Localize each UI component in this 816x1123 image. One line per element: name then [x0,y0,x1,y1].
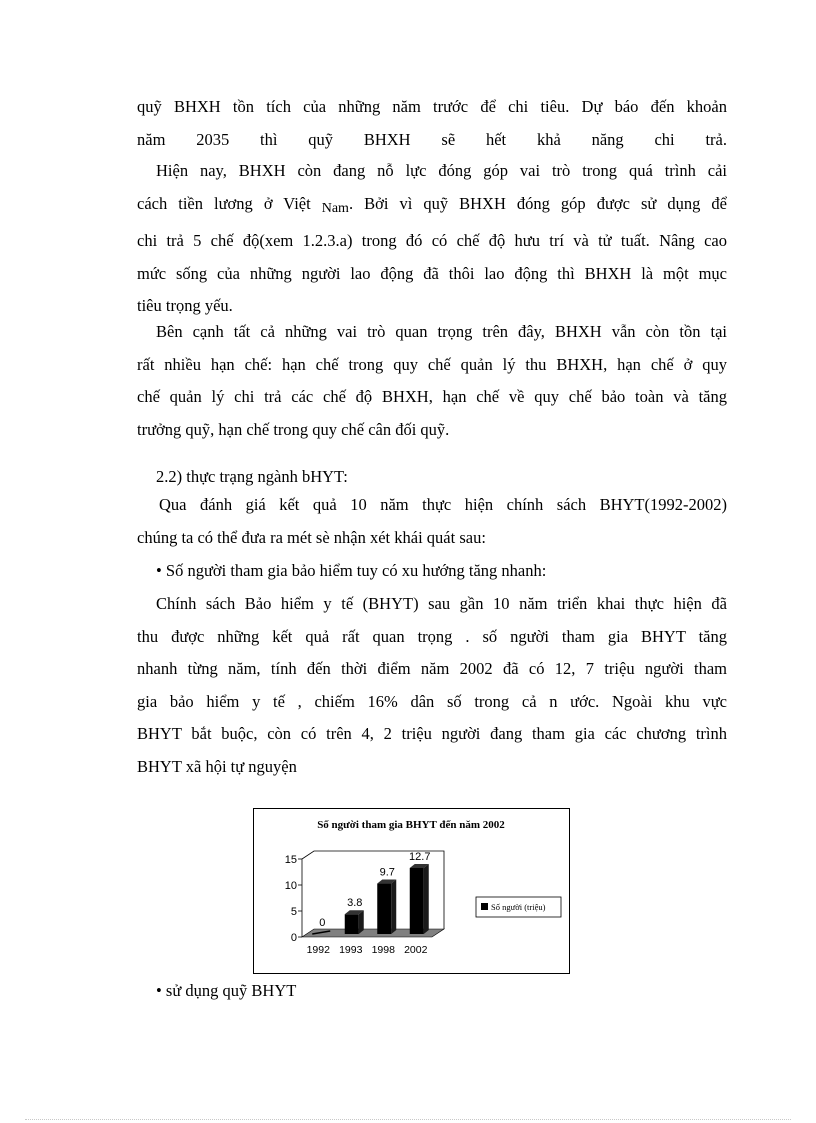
text-line: trưởng quỹ, hạn chế trong quy chế cân đối quỹ. [137,419,450,439]
text-line: gia bảo hiểm y tế , chiếm 16% dân số trong cả n ước. Ngoài khu vực [137,691,727,711]
text-line: chi trả 5 chế độ(xem 1.2.3.a) trong đó có chế độ hưu trí và tử tuất. Nâng cao [137,231,727,250]
text-line: Qua đánh giá kết quả 10 năm thực hiện chính sách BHYT(1992-2002) [159,495,727,514]
text-line: năm 2035 thì quỹ BHXH sẽ hết khả năng chi trả. [137,129,727,149]
data-label: 0 [319,917,326,929]
text-line: chúng ta có thể đưa ra mét sè nhận xét khái quát sau: [137,527,486,547]
y-tick-label: 10 [284,880,297,892]
legend-swatch [481,903,488,910]
page-bottom-divider [25,1119,791,1120]
bullet-text: Số người tham gia bảo hiểm tuy có xu hướng tăng nhanh: [165,561,547,580]
y-tick-label: 0 [290,932,297,944]
bullet-icon: • [156,981,162,1000]
text-line: BHYT xã hội tự nguyện [137,756,297,776]
subscript-text: Nam [321,200,349,216]
paragraph-bhxh-role [137,155,727,323]
bar [345,914,359,934]
data-label: 9.7 [379,866,395,879]
text-line: BHYT bắt buộc, còn có trên 4, 2 triệu người đang tham gia các chương trình [137,724,727,743]
bhyt-participants-chart [253,808,570,974]
bullet-fund-usage [156,975,296,1007]
section-heading: 2.2) thực trạng ngành bHYT: [156,467,348,486]
x-tick-label: 1992 [306,944,330,956]
bar-side [424,864,429,934]
bullet-participants [156,555,546,587]
x-tick-label: 1998 [371,944,395,956]
legend-label: Số người (triệu) [491,902,546,912]
text-line: Chính sách Bảo hiểm y tế (BHYT) sau gần 10 năm triển khai thực hiện đã [156,594,727,613]
chart-title: Số người tham gia BHYT đến năm 2002 [317,819,505,831]
paragraph-bhyt-review [137,489,727,554]
bar-side [391,880,396,934]
bullet-text: sử dụng quỹ BHYT [165,981,297,1000]
paragraph-fund-forecast [137,91,727,156]
paragraph-bhxh-limitations [137,316,727,446]
bar [410,868,424,934]
text-fragment: cách tiền lương ở Việt [137,193,322,213]
text-line: tiêu trọng yếu. [137,296,233,315]
chart-svg [254,809,569,973]
y-tick-label: 5 [290,906,297,918]
text-line: thu được những kết quả rất quan trọng . số người tham gia BHYT tăng [137,626,727,646]
bullet-icon: • [156,561,162,580]
text-line: nhanh từng năm, tính đến thời điểm năm 2002 đã có 12, 7 triệu người tham [137,659,727,678]
text-line: Hiện nay, BHXH còn đang nỗ lực đóng góp vai trò trong quá trình cải [156,161,727,180]
text-line: chế quản lý chi trả các chế độ BHXH, hạn chế về quy chế bảo toàn và tăng [137,387,727,406]
text-line: quỹ BHXH tồn tích của những năm trước để chi tiêu. Dự báo đến khoản [137,97,727,116]
paragraph-bhyt-policy [137,588,727,783]
x-tick-label: 1993 [339,944,363,956]
bar [377,884,391,934]
data-label: 12.7 [409,850,431,863]
x-tick-label: 2002 [404,944,428,956]
text-fragment: . Bởi vì quỹ BHXH đóng góp được sử dụng để [348,193,727,213]
text-line: rất nhiều hạn chế: hạn chế trong quy chế quản lý thu BHXH, hạn chế ở quy [137,354,727,374]
y-tick-label: 15 [284,854,297,866]
data-label: 3.8 [347,897,363,910]
text-line-with-subscript [137,188,727,226]
text-line: mức sống của những người lao động đã thôi lao động thì BHXH là một mục [137,263,727,283]
text-line: Bên cạnh tất cả những vai trò quan trọng trên đây, BHXH vẫn còn tồn tại [156,322,727,341]
bar-side [359,910,364,934]
